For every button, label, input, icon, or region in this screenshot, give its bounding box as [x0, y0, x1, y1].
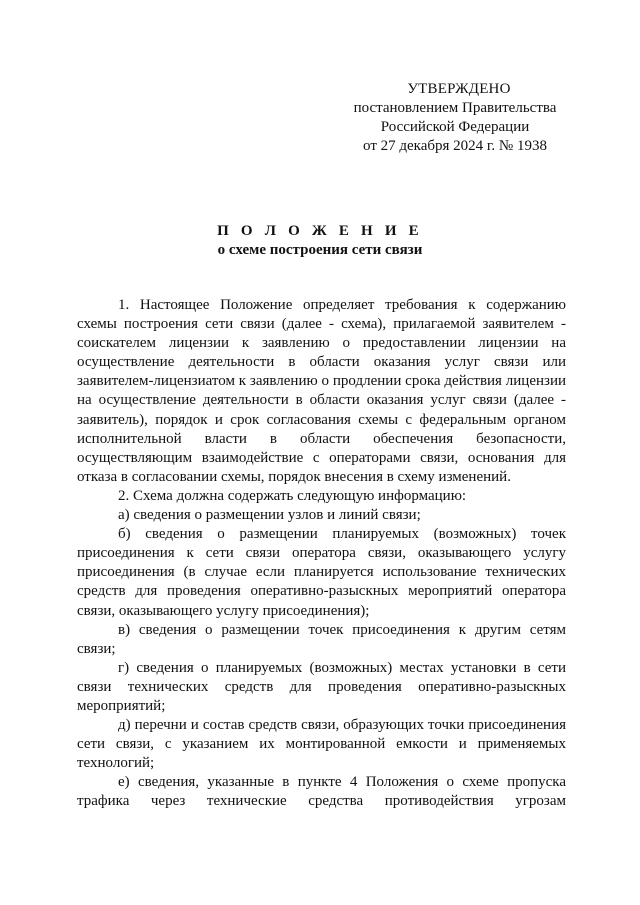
paragraph-1: 1. Настоящее Положение определяет требования к содержанию схемы построения сети связи (далее - схема), прилагаемой заявителем - соискателем лицензии к заявлению о предоставлении лицензии на осуществление деятельности в области оказания услуг связи или заявителем-лицензиатом к заявлению о продлении срока действия лицензии на осуществление деятельности в области оказания услуг связи (далее - заявитель), порядок и срок согласования схемы с федеральным органом исполнительной власти в области обеспечения безопасности, осуществляющим взаимодействие с операторами связи, основания для отказа в согласовании схемы, порядок внесения в схему изменений.: [77, 297, 566, 485]
document-title: [80, 222, 560, 260]
paragraph-2d: д) перечни и состав средств связи, образующих точки присоединения сети связи, с указанием их монтированной емкости и применяемых технологий;: [77, 717, 566, 772]
approval-line-3: от 27 декабря 2024 г. № 1938: [363, 138, 547, 154]
paragraph-2e: е) сведения, указанные в пункте 4 Положения о схеме пропуска трафика через технические средства противодействия угрозам: [77, 774, 566, 810]
approval-line-2: Российской Федерации: [380, 119, 530, 135]
paragraph-2v: в) сведения о размещении точек присоединения к другим сетям связи;: [77, 621, 566, 657]
approved-heading: УТВЕРЖДЕНО: [407, 81, 511, 97]
document-body: [77, 296, 566, 812]
paragraph-2g: г) сведения о планируемых (возможных) местах установки в сети связи технических средств для проведения оперативно-разыскных мероприятий;: [77, 659, 566, 714]
title-main: П О Л О Ж Е Н И Е: [217, 223, 423, 239]
title-subtitle: о схеме построения сети связи: [217, 242, 423, 258]
paragraph-2a: а) сведения о размещении узлов и линий связи;: [118, 507, 421, 524]
paragraph-2: 2. Схема должна содержать следующую информацию:: [118, 487, 467, 504]
approval-line-1: постановлением Правительства: [353, 100, 557, 116]
paragraph-2b: б) сведения о размещении планируемых (возможных) точек присоединения к сети связи оператора связи, оказывающего услугу присоединения (в случае если планируется использование технических средств для проведения оперативно-разыскных мероприятий оператора связи, оказывающего услугу присоединения);: [77, 526, 566, 619]
approval-stamp: [330, 80, 580, 156]
